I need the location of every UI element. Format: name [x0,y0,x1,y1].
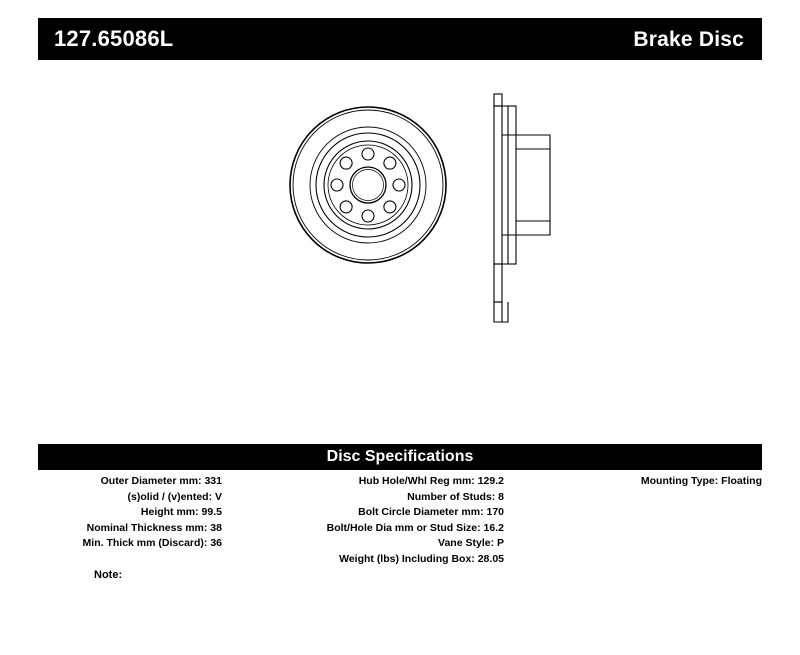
spec-column-left [38,474,222,552]
spec-item: Weight (lbs) Including Box: 28.05 [339,552,504,565]
spec-item: Number of Studs: 8 [407,490,504,503]
header-bar [38,18,762,60]
spec-item: Min. Thick mm (Discard): 36 [82,537,222,549]
spec-item: Nominal Thickness mm: 38 [86,521,222,534]
spec-item: Vane Style: P [438,537,504,549]
spec-column-right [538,474,762,490]
spec-item: Mounting Type: Floating [640,475,762,487]
technical-drawing [38,70,762,420]
spec-item: Bolt/Hole Dia mm or Stud Size: 16.2 [326,521,504,534]
spec-title-bar [38,444,762,470]
spec-item: Hub Hole/Whl Reg mm: 129.2 [358,475,504,487]
spec-body [38,474,762,604]
spec-item: Outer Diameter mm: 331 [100,475,222,487]
spec-column-middle [244,474,504,567]
product-type: Brake Disc [633,27,744,51]
rotor-cross-section-view [494,94,550,322]
spec-item: (s)olid / (v)ented: V [127,490,222,503]
part-number: 127.65086L [54,26,174,51]
rotor-face-view [290,107,446,263]
spec-title: Disc Specifications [326,448,474,465]
spec-item: Bolt Circle Diameter mm: 170 [358,506,504,518]
spec-item: Height mm: 99.5 [140,506,222,518]
note-label: Note: [94,569,123,581]
